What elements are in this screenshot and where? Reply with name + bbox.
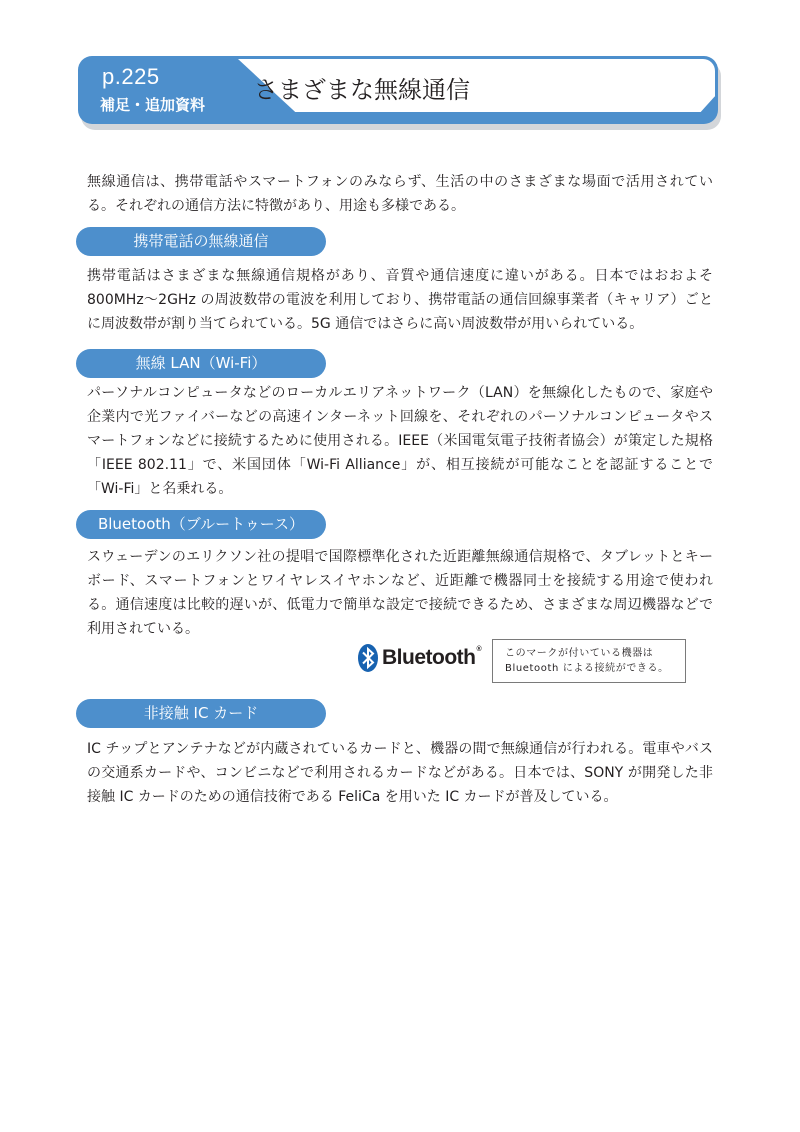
bluetooth-note-box [492, 639, 686, 683]
bluetooth-rune-icon [358, 644, 378, 672]
section-body-wifi: パーソナルコンピュータなどのローカルエリアネットワーク（LAN）を無線化したもので、家庭や企業内で光ファイバーなどの高速インターネット回線を、それぞれのパーソナルコンピュータやスマートフォンなどに接続するために使用される。IEEE（米国電気電子技術者協会）が策定した規格「IEEE 802.11」で、米国団体「Wi-Fi Alliance」が、相互接続が可能なことを認証することで「Wi-Fi」と名乗れる。 [87, 385, 713, 497]
intro-paragraph: 無線通信は、携帯電話やスマートフォンのみならず、生活の中のさまざまな場面で活用されている。それぞれの通信方法に特徴があり、用途も多様である。 [87, 174, 713, 214]
bluetooth-wordmark: Bluetooth® [382, 646, 482, 669]
registered-mark: ® [476, 646, 482, 653]
page-title: さまざまな無線通信 [254, 76, 470, 104]
section-body-bluetooth: スウェーデンのエリクソン社の提唱で国際標準化された近距離無線通信規格で、タブレットとキーボード、スマートフォンとワイヤレスイヤホンなど、近距離で機器同士を接続する用途で使われる。通信速度は比較的遅いが、低電力で簡単な設定で接続できるため、さまざまな周辺機器などで利用されている。 [87, 549, 713, 637]
section-heading-wifi: 無線 LAN（Wi-Fi） [76, 349, 326, 378]
section-heading-mobile: 携帯電話の無線通信 [76, 227, 326, 256]
bluetooth-logo [358, 643, 481, 673]
bluetooth-note-line-2: Bluetooth による接続ができる。 [505, 663, 669, 674]
page-header [78, 56, 722, 132]
section-body-mobile: 携帯電話はさまざまな無線通信規格があり、音質や通信速度に違いがある。日本ではおおよそ800MHz～2GHz の周波数帯の電波を利用しており、携帯電話の通信回線事業者（キャリア）ごとに周波数帯が割り当てられている。5G 通信ではさらに高い周波数帯が用いられている。 [87, 268, 713, 332]
page-number: p.225 [102, 64, 160, 89]
bluetooth-note-line-1: このマークが付いている機器は [505, 648, 654, 659]
page-subtitle: 補足・追加資料 [100, 96, 206, 114]
section-heading-bluetooth: Bluetooth（ブルートゥース） [76, 510, 326, 539]
section-heading-ic-card: 非接触 IC カード [76, 699, 326, 728]
section-body-ic-card: IC チップとアンテナなどが内蔵されているカードと、機器の間で無線通信が行われる。電車やバスの交通系カードや、コンビニなどで利用されるカードなどがある。日本では、SONY が開発した非接触 IC カードのための通信技術である FeliCa を用いた IC カードが普及している。 [87, 741, 713, 805]
